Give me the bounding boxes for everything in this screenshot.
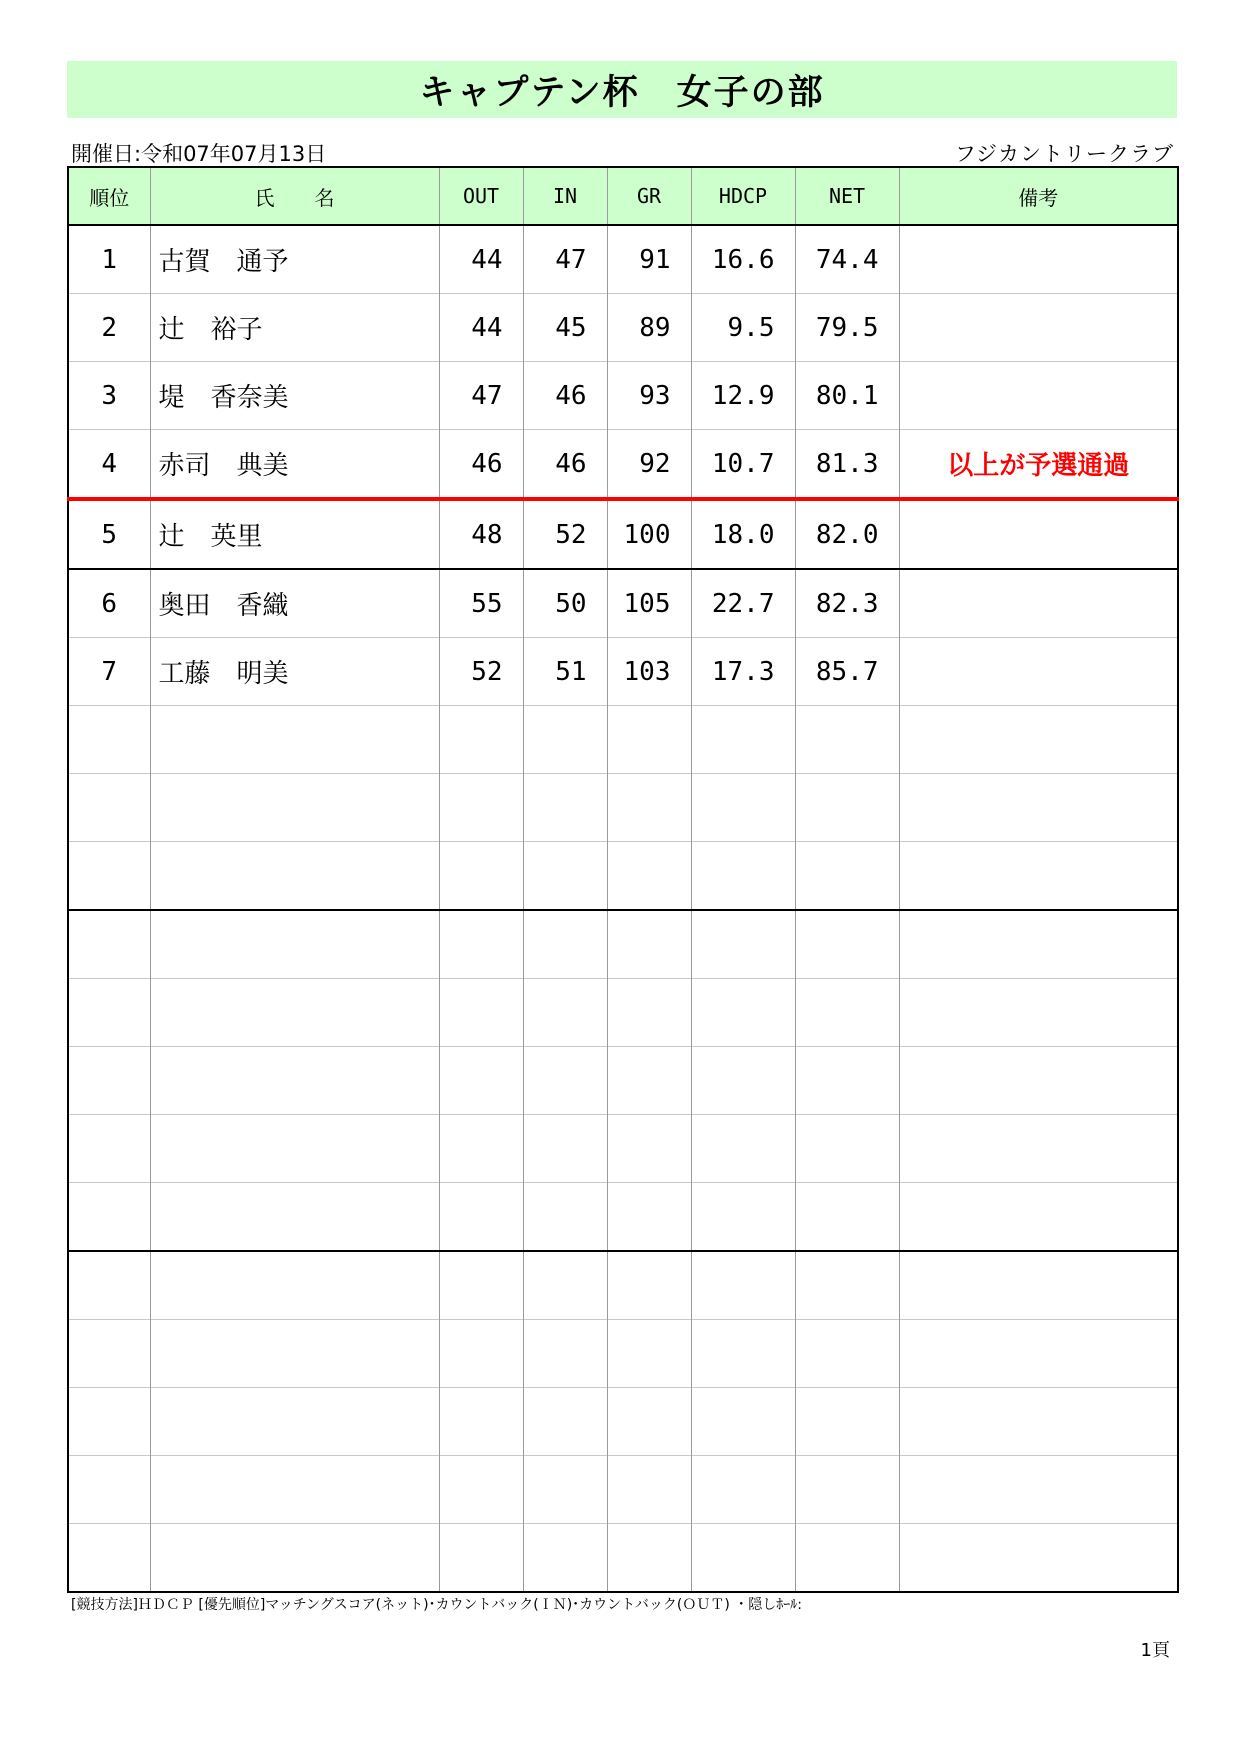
hdcp-cell: 22.7 bbox=[691, 569, 795, 638]
empty-cell bbox=[523, 706, 607, 774]
hdcp-cell: 16.6 bbox=[691, 225, 795, 294]
empty-cell bbox=[607, 1320, 691, 1388]
empty-cell bbox=[439, 1183, 523, 1252]
note-cell bbox=[899, 225, 1178, 294]
gr-cell: 100 bbox=[607, 499, 691, 569]
empty-cell bbox=[691, 1115, 795, 1183]
empty-cell bbox=[899, 1251, 1178, 1320]
empty-cell bbox=[439, 1388, 523, 1456]
empty-cell bbox=[607, 1047, 691, 1115]
table-row bbox=[68, 225, 1178, 294]
empty-cell bbox=[607, 842, 691, 911]
empty-cell bbox=[439, 979, 523, 1047]
empty-cell bbox=[68, 1047, 150, 1115]
empty-row bbox=[68, 910, 1178, 979]
empty-cell bbox=[899, 1524, 1178, 1593]
rank-cell: 5 bbox=[68, 499, 150, 569]
empty-cell bbox=[150, 1320, 439, 1388]
note-cell bbox=[899, 569, 1178, 638]
empty-cell bbox=[523, 1047, 607, 1115]
empty-cell bbox=[150, 842, 439, 911]
competition-rules-note: [競技方法]ＨＤＣＰ [優先順位]マッチングスコア(ネット)･カウントバック(ＩＮ)･カウントバック(ＯＵＴ) ・隠しﾎｰﾙ: bbox=[71, 1597, 802, 1613]
empty-cell bbox=[439, 774, 523, 842]
empty-row bbox=[68, 1320, 1178, 1388]
empty-row bbox=[68, 842, 1178, 911]
empty-cell bbox=[795, 1388, 899, 1456]
empty-cell bbox=[899, 910, 1178, 979]
col-header-gr: GR bbox=[607, 167, 691, 225]
empty-cell bbox=[68, 1115, 150, 1183]
empty-cell bbox=[691, 706, 795, 774]
empty-cell bbox=[795, 979, 899, 1047]
gr-cell: 93 bbox=[607, 362, 691, 430]
rank-cell: 3 bbox=[68, 362, 150, 430]
empty-cell bbox=[150, 774, 439, 842]
name-cell: 堤 香奈美 bbox=[150, 362, 439, 430]
empty-cell bbox=[795, 1456, 899, 1524]
empty-cell bbox=[607, 1456, 691, 1524]
empty-cell bbox=[691, 1456, 795, 1524]
empty-cell bbox=[150, 1388, 439, 1456]
gr-cell: 105 bbox=[607, 569, 691, 638]
rank-cell: 4 bbox=[68, 430, 150, 500]
empty-cell bbox=[899, 774, 1178, 842]
empty-row bbox=[68, 1047, 1178, 1115]
empty-cell bbox=[691, 979, 795, 1047]
net-cell: 80.1 bbox=[795, 362, 899, 430]
empty-cell bbox=[899, 1456, 1178, 1524]
empty-cell bbox=[150, 1524, 439, 1593]
empty-cell bbox=[523, 1320, 607, 1388]
empty-cell bbox=[795, 706, 899, 774]
col-header-hdcp: HDCP bbox=[691, 167, 795, 225]
net-cell: 79.5 bbox=[795, 294, 899, 362]
empty-cell bbox=[899, 1388, 1178, 1456]
col-header-name: 氏 名 bbox=[150, 167, 439, 225]
out-cell: 46 bbox=[439, 430, 523, 500]
empty-cell bbox=[439, 1456, 523, 1524]
empty-cell bbox=[523, 1183, 607, 1252]
page-number: 1頁 bbox=[1140, 1640, 1170, 1661]
hdcp-cell: 10.7 bbox=[691, 430, 795, 500]
empty-cell bbox=[523, 1524, 607, 1593]
empty-cell bbox=[68, 1251, 150, 1320]
net-cell: 82.0 bbox=[795, 499, 899, 569]
net-cell: 74.4 bbox=[795, 225, 899, 294]
gr-cell: 103 bbox=[607, 638, 691, 706]
table-row bbox=[68, 569, 1178, 638]
empty-cell bbox=[68, 706, 150, 774]
note-cell bbox=[899, 638, 1178, 706]
gr-cell: 91 bbox=[607, 225, 691, 294]
club-name: フジカントリークラブ bbox=[954, 142, 1174, 166]
in-cell: 47 bbox=[523, 225, 607, 294]
empty-cell bbox=[607, 1115, 691, 1183]
empty-cell bbox=[899, 706, 1178, 774]
out-cell: 44 bbox=[439, 225, 523, 294]
empty-cell bbox=[68, 1456, 150, 1524]
in-cell: 50 bbox=[523, 569, 607, 638]
col-header-in: IN bbox=[523, 167, 607, 225]
note-cell bbox=[899, 499, 1178, 569]
empty-cell bbox=[795, 1183, 899, 1252]
empty-cell bbox=[68, 910, 150, 979]
table-row bbox=[68, 499, 1178, 569]
empty-cell bbox=[607, 1251, 691, 1320]
empty-cell bbox=[607, 1524, 691, 1593]
empty-cell bbox=[150, 1047, 439, 1115]
empty-row bbox=[68, 1524, 1178, 1593]
empty-row bbox=[68, 1183, 1178, 1252]
note-cell bbox=[899, 362, 1178, 430]
empty-cell bbox=[795, 1320, 899, 1388]
empty-cell bbox=[607, 1183, 691, 1252]
empty-cell bbox=[691, 1388, 795, 1456]
name-cell: 辻 英里 bbox=[150, 499, 439, 569]
empty-cell bbox=[439, 1251, 523, 1320]
empty-cell bbox=[691, 774, 795, 842]
col-header-net: NET bbox=[795, 167, 899, 225]
empty-cell bbox=[439, 1047, 523, 1115]
hdcp-cell: 17.3 bbox=[691, 638, 795, 706]
in-cell: 51 bbox=[523, 638, 607, 706]
title-banner bbox=[67, 61, 1177, 118]
empty-cell bbox=[150, 910, 439, 979]
empty-cell bbox=[691, 1047, 795, 1115]
empty-cell bbox=[607, 706, 691, 774]
empty-row bbox=[68, 1388, 1178, 1456]
in-cell: 46 bbox=[523, 430, 607, 500]
net-cell: 85.7 bbox=[795, 638, 899, 706]
empty-cell bbox=[899, 1115, 1178, 1183]
empty-cell bbox=[607, 910, 691, 979]
hdcp-cell: 18.0 bbox=[691, 499, 795, 569]
rank-cell: 7 bbox=[68, 638, 150, 706]
hdcp-cell: 9.5 bbox=[691, 294, 795, 362]
empty-cell bbox=[439, 706, 523, 774]
empty-cell bbox=[150, 979, 439, 1047]
empty-cell bbox=[523, 1388, 607, 1456]
event-date: 開催日:令和07年07月13日 bbox=[71, 142, 327, 166]
table-row bbox=[68, 362, 1178, 430]
in-cell: 52 bbox=[523, 499, 607, 569]
empty-cell bbox=[691, 1320, 795, 1388]
rank-cell: 2 bbox=[68, 294, 150, 362]
out-cell: 48 bbox=[439, 499, 523, 569]
empty-cell bbox=[899, 979, 1178, 1047]
empty-cell bbox=[150, 1183, 439, 1252]
empty-cell bbox=[439, 1115, 523, 1183]
net-cell: 81.3 bbox=[795, 430, 899, 500]
note-cell: 以上が予選通過 bbox=[899, 430, 1178, 500]
empty-cell bbox=[523, 910, 607, 979]
out-cell: 44 bbox=[439, 294, 523, 362]
name-cell: 辻 裕子 bbox=[150, 294, 439, 362]
empty-row bbox=[68, 1251, 1178, 1320]
rank-cell: 1 bbox=[68, 225, 150, 294]
empty-cell bbox=[68, 979, 150, 1047]
empty-cell bbox=[795, 1251, 899, 1320]
empty-cell bbox=[691, 910, 795, 979]
col-header-notes: 備考 bbox=[899, 167, 1178, 225]
empty-cell bbox=[523, 774, 607, 842]
rank-cell: 6 bbox=[68, 569, 150, 638]
empty-cell bbox=[439, 910, 523, 979]
empty-cell bbox=[899, 1183, 1178, 1252]
empty-cell bbox=[150, 706, 439, 774]
empty-row bbox=[68, 1115, 1178, 1183]
empty-cell bbox=[68, 842, 150, 911]
empty-row bbox=[68, 1456, 1178, 1524]
gr-cell: 92 bbox=[607, 430, 691, 500]
empty-cell bbox=[899, 1320, 1178, 1388]
net-cell: 82.3 bbox=[795, 569, 899, 638]
empty-cell bbox=[523, 1456, 607, 1524]
empty-cell bbox=[68, 1320, 150, 1388]
results-table bbox=[67, 166, 1179, 1593]
empty-cell bbox=[607, 1388, 691, 1456]
empty-cell bbox=[68, 774, 150, 842]
empty-cell bbox=[68, 1388, 150, 1456]
name-cell: 奥田 香織 bbox=[150, 569, 439, 638]
empty-cell bbox=[439, 842, 523, 911]
empty-cell bbox=[523, 979, 607, 1047]
empty-cell bbox=[150, 1115, 439, 1183]
col-header-rank: 順位 bbox=[68, 167, 150, 225]
empty-cell bbox=[691, 1183, 795, 1252]
empty-cell bbox=[150, 1456, 439, 1524]
empty-cell bbox=[899, 842, 1178, 911]
in-cell: 46 bbox=[523, 362, 607, 430]
empty-cell bbox=[439, 1320, 523, 1388]
empty-cell bbox=[150, 1251, 439, 1320]
empty-cell bbox=[795, 1115, 899, 1183]
empty-row bbox=[68, 774, 1178, 842]
empty-cell bbox=[691, 1524, 795, 1593]
empty-cell bbox=[691, 1251, 795, 1320]
empty-cell bbox=[439, 1524, 523, 1593]
page-title: キャプテン杯 女子の部 bbox=[419, 72, 825, 113]
empty-cell bbox=[795, 1524, 899, 1593]
empty-cell bbox=[68, 1524, 150, 1593]
empty-cell bbox=[523, 842, 607, 911]
empty-cell bbox=[795, 842, 899, 911]
empty-row bbox=[68, 979, 1178, 1047]
out-cell: 52 bbox=[439, 638, 523, 706]
in-cell: 45 bbox=[523, 294, 607, 362]
empty-cell bbox=[607, 979, 691, 1047]
header-row bbox=[68, 167, 1178, 225]
empty-cell bbox=[523, 1251, 607, 1320]
empty-cell bbox=[795, 910, 899, 979]
note-cell bbox=[899, 294, 1178, 362]
name-cell: 赤司 典美 bbox=[150, 430, 439, 500]
empty-cell bbox=[795, 1047, 899, 1115]
empty-row bbox=[68, 706, 1178, 774]
hdcp-cell: 12.9 bbox=[691, 362, 795, 430]
empty-cell bbox=[523, 1115, 607, 1183]
gr-cell: 89 bbox=[607, 294, 691, 362]
empty-cell bbox=[607, 774, 691, 842]
name-cell: 古賀 通予 bbox=[150, 225, 439, 294]
table-row bbox=[68, 430, 1178, 500]
out-cell: 55 bbox=[439, 569, 523, 638]
col-header-out: OUT bbox=[439, 167, 523, 225]
name-cell: 工藤 明美 bbox=[150, 638, 439, 706]
table-row bbox=[68, 638, 1178, 706]
table-row bbox=[68, 294, 1178, 362]
empty-cell bbox=[899, 1047, 1178, 1115]
empty-cell bbox=[68, 1183, 150, 1252]
empty-cell bbox=[795, 774, 899, 842]
empty-cell bbox=[691, 842, 795, 911]
out-cell: 47 bbox=[439, 362, 523, 430]
